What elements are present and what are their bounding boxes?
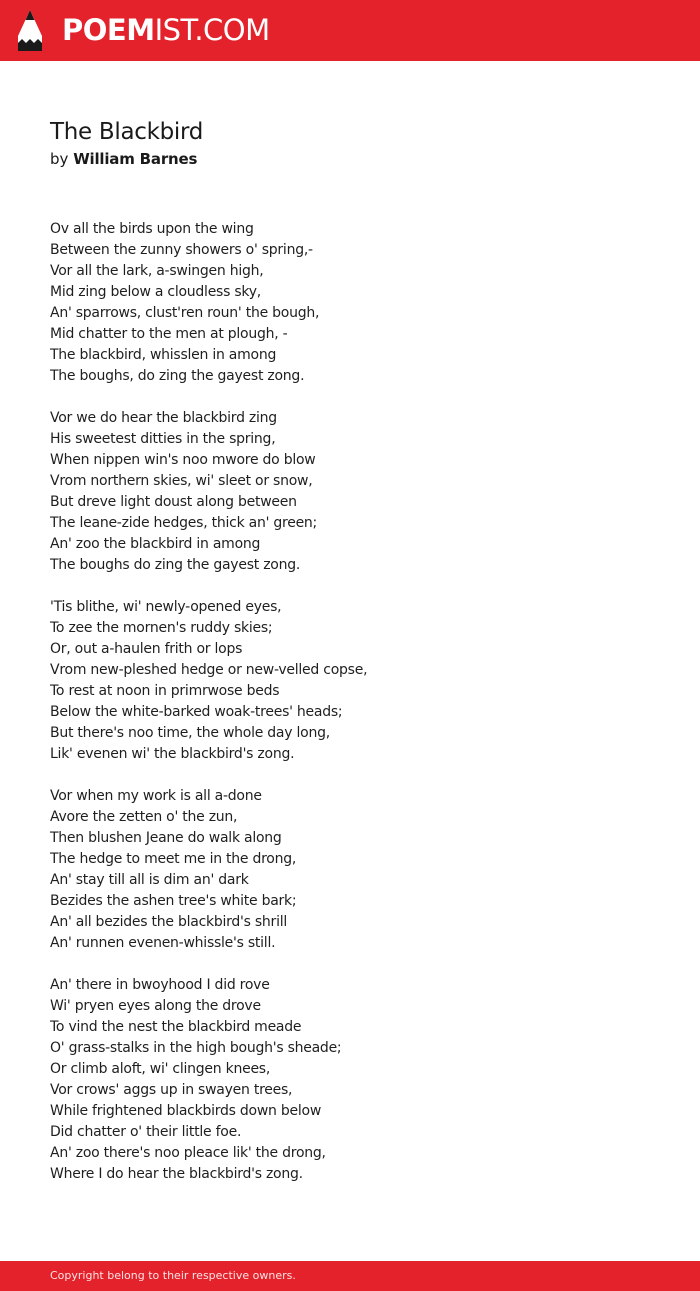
- copyright-notice: Copyright belong to their respective owners.: [50, 1269, 296, 1282]
- poem-line: Did chatter o' their little foe.: [50, 1124, 242, 1140]
- poem-line: Below the white-barked woak-trees' heads;: [50, 704, 343, 720]
- poem-line: Vor we do hear the blackbird zing: [50, 410, 277, 426]
- poem-line: Between the zunny showers o' spring,-: [50, 242, 313, 258]
- poem-line: To zee the mornen's ruddy skies;: [50, 620, 273, 636]
- poem-line: His sweetest ditties in the spring,: [50, 431, 276, 447]
- stanza: [50, 975, 670, 1185]
- poem-line: An' stay till all is dim an' dark: [50, 872, 249, 888]
- poem-line: The blackbird, whisslen in among: [50, 347, 277, 363]
- poem-line: But there's noo time, the whole day long,: [50, 725, 330, 741]
- pencil-tip-icon[interactable]: [18, 10, 42, 51]
- poem-line: While frightened blackbirds down below: [50, 1103, 322, 1119]
- site-header: [0, 0, 700, 61]
- stanza: [50, 597, 670, 765]
- poem-line: To vind the nest the blackbird meade: [50, 1019, 302, 1035]
- byline-prefix: by: [50, 150, 69, 168]
- poem-line: To rest at noon in primrwose beds: [50, 683, 280, 699]
- poem-line: An' there in bwoyhood I did rove: [50, 977, 270, 993]
- poem-line: An' runnen evenen-whissle's still.: [50, 935, 276, 951]
- stanza: [50, 408, 670, 576]
- poem-title: The Blackbird: [50, 119, 204, 145]
- poem-line: Bezides the ashen tree's white bark;: [50, 893, 297, 909]
- poem-line: Mid zing below a cloudless sky,: [50, 284, 261, 300]
- poem-line: Ov all the birds upon the wing: [50, 221, 254, 237]
- poem-line: 'Tis blithe, wi' newly-opened eyes,: [50, 599, 282, 615]
- poem-line: Vor crows' aggs up in swayen trees,: [50, 1082, 293, 1098]
- poem-line: O' grass-stalks in the high bough's sheade;: [50, 1040, 342, 1056]
- stanza: [50, 219, 670, 387]
- site-footer: [0, 1261, 700, 1291]
- author-link[interactable]: William Barnes: [73, 150, 198, 168]
- site-logo-link[interactable]: [62, 13, 270, 47]
- stanza: [50, 786, 670, 954]
- poem-line: An' zoo the blackbird in among: [50, 536, 261, 552]
- poem-line: When nippen win's noo mwore do blow: [50, 452, 316, 468]
- poem-line: The hedge to meet me in the drong,: [50, 851, 297, 867]
- poem-byline: [50, 148, 197, 170]
- poem-line: An' all bezides the blackbird's shrill: [50, 914, 287, 930]
- poem-line: Or climb aloft, wi' clingen knees,: [50, 1061, 271, 1077]
- poem-line: Mid chatter to the men at plough, -: [50, 326, 288, 342]
- poem-line: Lik' evenen wi' the blackbird's zong.: [50, 746, 295, 762]
- poem-line: The boughs do zing the gayest zong.: [50, 557, 301, 573]
- poem-line: An' zoo there's noo pleace lik' the drong,: [50, 1145, 326, 1161]
- poem-line: Wi' pryen eyes along the drove: [50, 998, 261, 1014]
- poem-line: The boughs, do zing the gayest zong.: [50, 368, 305, 384]
- poem-line: Avore the zetten o' the zun,: [50, 809, 238, 825]
- poem-line: Where I do hear the blackbird's zong.: [50, 1166, 303, 1182]
- logo-text-bold: POEM: [62, 13, 155, 47]
- poem-line: Or, out a-haulen frith or lops: [50, 641, 243, 657]
- poem-body: [50, 219, 670, 1206]
- poem-line: Vor when my work is all a-done: [50, 788, 262, 804]
- logo-text-light: IST.COM: [154, 13, 270, 47]
- poem-line: Vrom new-pleshed hedge or new-velled copse,: [50, 662, 368, 678]
- poem-line: Vor all the lark, a-swingen high,: [50, 263, 264, 279]
- poem-line: But dreve light doust along between: [50, 494, 297, 510]
- poem-line: An' sparrows, clust'ren roun' the bough,: [50, 305, 320, 321]
- poem-line: Then blushen Jeane do walk along: [50, 830, 282, 846]
- poem-line: Vrom northern skies, wi' sleet or snow,: [50, 473, 313, 489]
- poem-line: The leane-zide hedges, thick an' green;: [50, 515, 318, 531]
